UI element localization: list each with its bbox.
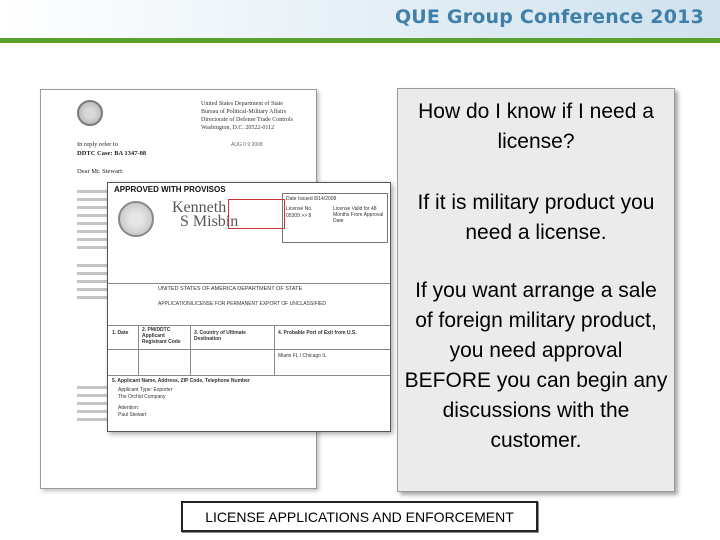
text-line bbox=[77, 394, 107, 397]
port-value: Miami FL / Chicago IL bbox=[278, 353, 327, 359]
dept-state-seal-icon bbox=[77, 100, 103, 126]
field-applicant: 5. Applicant Name, Address, ZIP Code, Telephone Number bbox=[112, 378, 250, 384]
reply-ref-label: In reply refer to bbox=[77, 141, 118, 148]
field-country: 3. Country of Ultimate Destination bbox=[194, 330, 246, 342]
salutation: Dear Mr. Stewart: bbox=[77, 168, 124, 175]
reply-reference bbox=[77, 140, 146, 158]
letterhead-line: Washington, D.C. 20522-0112 bbox=[201, 125, 275, 131]
text-line bbox=[77, 280, 107, 283]
contact-name: Paul Stewart bbox=[118, 412, 147, 418]
red-stamp-box bbox=[228, 199, 285, 229]
license-question: How do I know if I need a license? bbox=[418, 100, 654, 153]
application-heading: APPLICATION/LICENSE FOR PERMANENT EXPORT OF UNCLASSIFIED bbox=[158, 301, 326, 307]
text-line bbox=[77, 272, 107, 275]
form-rule bbox=[108, 283, 390, 284]
us-dept-state-heading: UNITED STATES OF AMERICA DEPARTMENT OF STATE bbox=[158, 286, 303, 292]
letterhead-line: Bureau of Political-Military Affairs bbox=[201, 109, 287, 115]
text-line bbox=[77, 246, 107, 249]
export-license-form-image bbox=[107, 182, 391, 432]
top-banner bbox=[0, 0, 720, 40]
form-rule bbox=[108, 349, 390, 350]
text-line bbox=[77, 206, 107, 209]
form-rule bbox=[138, 325, 139, 375]
text-line bbox=[77, 230, 107, 233]
military-product-answer: If it is military product you need a license. bbox=[417, 191, 655, 244]
form-rule bbox=[108, 325, 390, 326]
license-no-label: License No. bbox=[286, 206, 313, 212]
applicant-name: The Orchid Company bbox=[118, 394, 166, 400]
license-valid-note: License Valid for 48 Months From Approval Date bbox=[333, 206, 384, 224]
approved-with-provisos-label: APPROVED WITH PROVISOS bbox=[114, 185, 226, 194]
signature-line-1: Kenneth bbox=[172, 199, 227, 216]
letterhead-line: Directorate of Defense Trade Controls bbox=[201, 117, 293, 123]
letterhead bbox=[201, 100, 293, 132]
letterhead-line: United States Department of State bbox=[201, 101, 283, 107]
date-issued-box bbox=[282, 193, 388, 243]
text-line bbox=[77, 288, 107, 291]
text-line bbox=[77, 296, 107, 299]
applicant-type: Applicant Type: Exporter bbox=[118, 387, 173, 393]
green-divider-rule bbox=[0, 38, 720, 43]
footer-label-text: LICENSE APPLICATIONS AND ENFORCEMENT bbox=[205, 508, 514, 525]
date-stamp: AUG 0 9 2008 bbox=[231, 142, 263, 148]
date-issued-label: Date Issued 8/14/2008 bbox=[286, 196, 337, 202]
section-footer-label bbox=[181, 501, 538, 532]
text-line bbox=[77, 386, 107, 389]
case-number: DDTC Case: BA 1347-08 bbox=[77, 150, 147, 157]
attention-label: Attention: bbox=[118, 405, 140, 411]
license-info-callout bbox=[397, 88, 675, 492]
foreign-sale-answer: If you want arrange a sale of foreign military product, you need approval BEFORE you can begin any discussions with the customer. bbox=[404, 279, 668, 452]
license-no-value: 05309 >> 8 bbox=[286, 213, 312, 219]
dept-state-seal-icon bbox=[118, 201, 154, 237]
form-rule bbox=[190, 325, 191, 375]
field-pm-ddtc: 2. PM/DDTC Applicant Registrant Code bbox=[142, 327, 181, 345]
field-date: 1. Date bbox=[112, 330, 129, 336]
form-rule bbox=[274, 325, 275, 375]
text-line bbox=[77, 190, 107, 193]
text-line bbox=[77, 410, 107, 413]
text-line bbox=[77, 198, 107, 201]
text-line bbox=[77, 264, 107, 267]
text-line bbox=[77, 222, 107, 225]
text-line bbox=[77, 238, 107, 241]
text-line bbox=[77, 214, 107, 217]
signature-line-2: S Misbin bbox=[180, 213, 239, 230]
text-line bbox=[77, 418, 107, 421]
form-rule bbox=[108, 375, 390, 376]
field-port: 4. Probable Port of Exit from U.S. bbox=[278, 330, 357, 336]
text-line bbox=[77, 402, 107, 405]
conference-title: QUE Group Conference 2013 bbox=[394, 6, 704, 28]
